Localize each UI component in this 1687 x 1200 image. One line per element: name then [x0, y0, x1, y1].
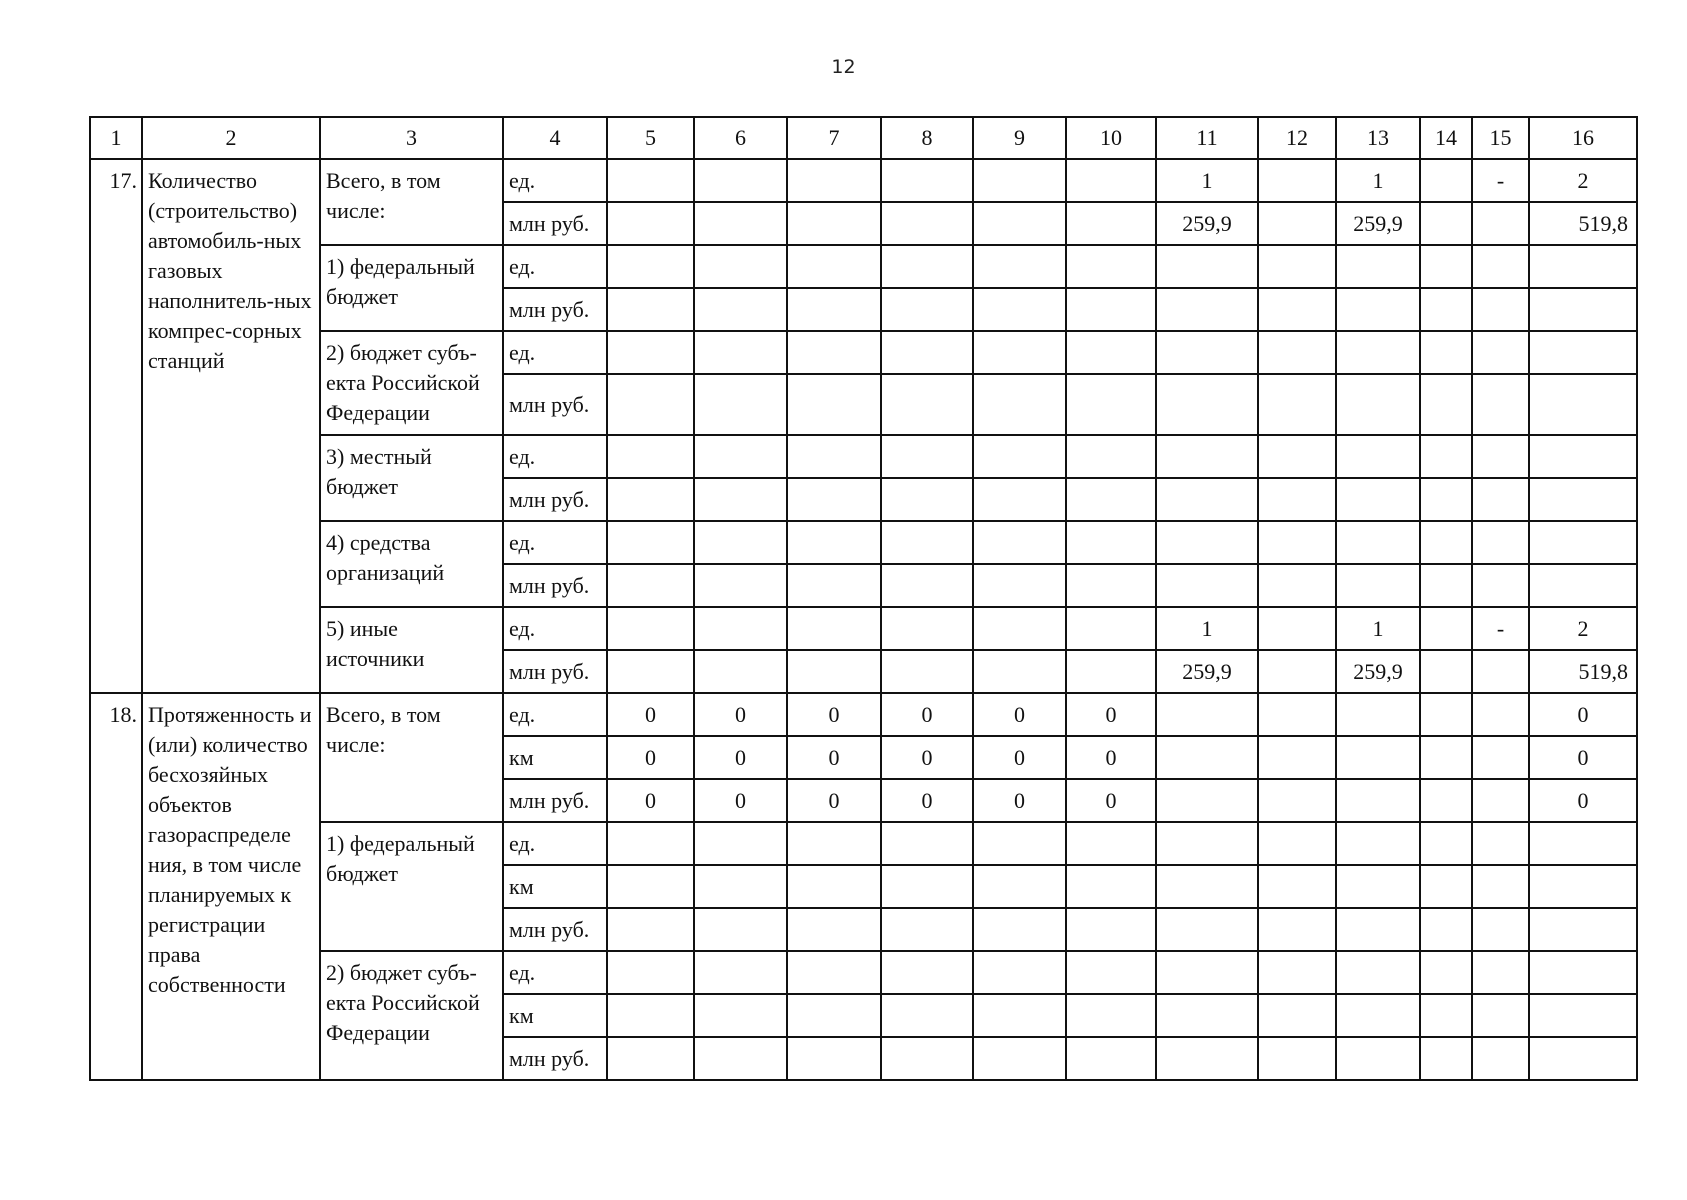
value-cell: 0 — [1066, 693, 1156, 736]
value-cell: - — [1472, 607, 1529, 650]
value-cell: 1 — [1336, 607, 1420, 650]
value-cell: 0 — [973, 779, 1066, 822]
value-cell: 0 — [694, 779, 787, 822]
value-cell: 0 — [787, 693, 881, 736]
unit-cell: ед. — [503, 521, 607, 564]
funding-source: Всего, в том числе: — [320, 159, 503, 245]
header-row — [90, 117, 1637, 159]
value-cell: 0 — [607, 779, 694, 822]
table-row — [90, 607, 1637, 650]
header-cell: 4 — [503, 117, 607, 159]
indicator-name: Протяженность и (или) количество бесхозяйных объектов газораспределе ния, в том числе планируемых к регистрации права собственности — [142, 693, 320, 1080]
value-cell: 0 — [607, 693, 694, 736]
value-cell: 1 — [1156, 159, 1258, 202]
header-cell: 5 — [607, 117, 694, 159]
funding-source: 2) бюджет субъ-екта Российской Федерации — [320, 951, 503, 1080]
row-number: 18. — [90, 693, 142, 1080]
value-cell: 0 — [787, 736, 881, 779]
table-row — [90, 331, 1637, 374]
unit-cell: км — [503, 994, 607, 1037]
value-cell: 0 — [1529, 779, 1637, 822]
value-cell: 0 — [1066, 779, 1156, 822]
page-number: 12 — [831, 56, 856, 78]
header-cell: 2 — [142, 117, 320, 159]
table-row — [90, 159, 1637, 202]
header-cell: 6 — [694, 117, 787, 159]
indicator-name: Количество (строительство) автомобиль-ных газовых наполнитель-ных компрес-сорных станций — [142, 159, 320, 693]
unit-cell: км — [503, 865, 607, 908]
header-cell: 11 — [1156, 117, 1258, 159]
table-row — [90, 951, 1637, 994]
table-row — [90, 435, 1637, 478]
unit-cell: млн руб. — [503, 374, 607, 435]
value-cell: 519,8 — [1529, 202, 1637, 245]
value-cell: 0 — [787, 779, 881, 822]
data-table — [89, 116, 1638, 1081]
value-cell: - — [1472, 159, 1529, 202]
value-cell: 1 — [1156, 607, 1258, 650]
value-cell: 0 — [881, 779, 973, 822]
unit-cell: ед. — [503, 951, 607, 994]
value-cell: 0 — [881, 693, 973, 736]
table-row — [90, 822, 1637, 865]
value-cell: 259,9 — [1156, 650, 1258, 693]
header-cell: 3 — [320, 117, 503, 159]
unit-cell: млн руб. — [503, 1037, 607, 1080]
value-cell: 0 — [694, 693, 787, 736]
unit-cell: ед. — [503, 159, 607, 202]
funding-source: 1) федеральный бюджет — [320, 822, 503, 951]
unit-cell: ед. — [503, 693, 607, 736]
unit-cell: ед. — [503, 245, 607, 288]
funding-source: 4) средства организаций — [320, 521, 503, 607]
header-cell: 9 — [973, 117, 1066, 159]
table-row — [90, 521, 1637, 564]
funding-source: Всего, в том числе: — [320, 693, 503, 822]
header-cell: 7 — [787, 117, 881, 159]
unit-cell: ед. — [503, 607, 607, 650]
value-cell: 259,9 — [1336, 202, 1420, 245]
value-cell: 0 — [973, 693, 1066, 736]
value-cell: 0 — [1529, 693, 1637, 736]
table-row — [90, 693, 1637, 736]
header-cell: 10 — [1066, 117, 1156, 159]
unit-cell: км — [503, 736, 607, 779]
value-cell: 259,9 — [1156, 202, 1258, 245]
header-cell: 1 — [90, 117, 142, 159]
value-cell: 0 — [1066, 736, 1156, 779]
value-cell: 0 — [694, 736, 787, 779]
unit-cell: млн руб. — [503, 650, 607, 693]
unit-cell: ед. — [503, 435, 607, 478]
funding-source: 2) бюджет субъ-екта Российской Федерации — [320, 331, 503, 435]
value-cell: 0 — [607, 736, 694, 779]
header-cell: 13 — [1336, 117, 1420, 159]
value-cell: 2 — [1529, 159, 1637, 202]
table-row — [90, 245, 1637, 288]
unit-cell: ед. — [503, 822, 607, 865]
unit-cell: млн руб. — [503, 478, 607, 521]
value-cell: 0 — [973, 736, 1066, 779]
row-number: 17. — [90, 159, 142, 693]
unit-cell: млн руб. — [503, 908, 607, 951]
unit-cell: млн руб. — [503, 564, 607, 607]
value-cell: 519,8 — [1529, 650, 1637, 693]
funding-source: 3) местный бюджет — [320, 435, 503, 521]
funding-source: 5) иные источники — [320, 607, 503, 693]
header-cell: 12 — [1258, 117, 1336, 159]
header-cell: 8 — [881, 117, 973, 159]
value-cell: 2 — [1529, 607, 1637, 650]
value-cell: 0 — [1529, 736, 1637, 779]
value-cell: 0 — [881, 736, 973, 779]
unit-cell: млн руб. — [503, 779, 607, 822]
unit-cell: ед. — [503, 331, 607, 374]
funding-source: 1) федеральный бюджет — [320, 245, 503, 331]
unit-cell: млн руб. — [503, 288, 607, 331]
unit-cell: млн руб. — [503, 202, 607, 245]
header-cell: 14 — [1420, 117, 1472, 159]
header-cell: 16 — [1529, 117, 1637, 159]
header-cell: 15 — [1472, 117, 1529, 159]
value-cell: 1 — [1336, 159, 1420, 202]
value-cell: 259,9 — [1336, 650, 1420, 693]
